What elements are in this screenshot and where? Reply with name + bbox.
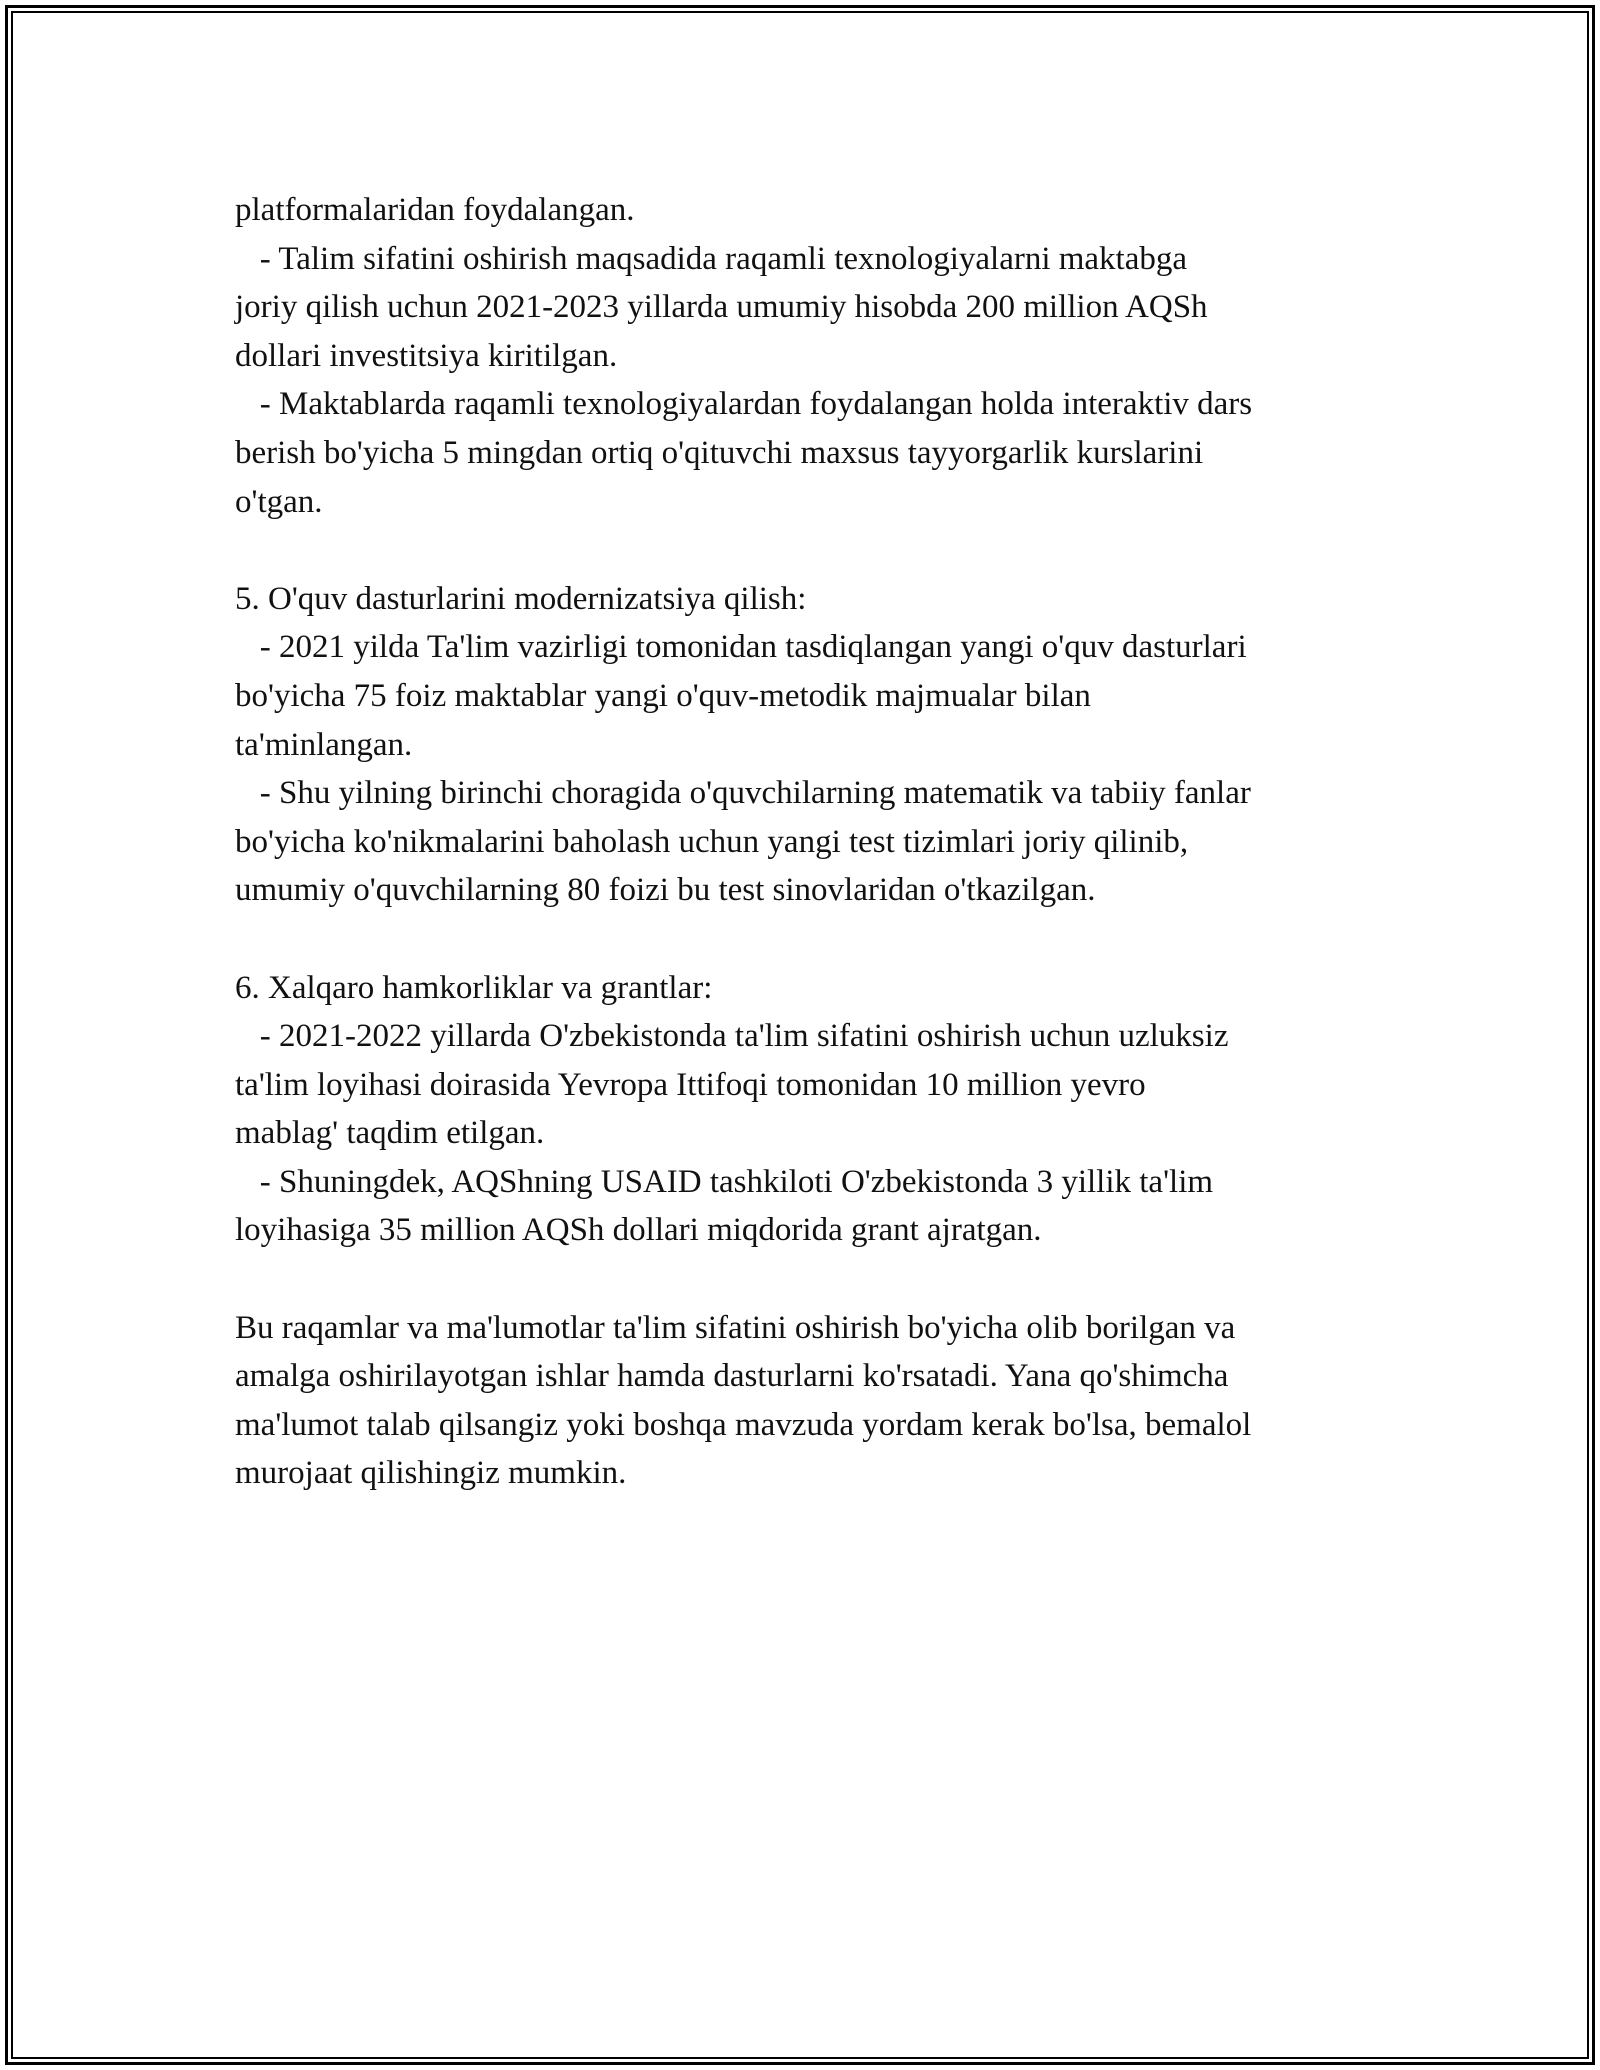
section-heading: 6. Xalqaro hamkorliklar va grantlar: <box>235 969 713 1006</box>
text-line: - 2021-2022 yillarda O'zbekistonda ta'lim sifatini oshirish uchun uzluksiz <box>235 1018 1229 1055</box>
section-heading: 5. O'quv dasturlarini modernizatsiya qilish: <box>235 580 807 617</box>
text-line: umumiy o'quvchilarning 80 foizi bu test sinovlaridan o'tkazilgan. <box>235 872 1096 909</box>
text-line: dollari investitsiya kiritilgan. <box>235 337 618 374</box>
text-line: amalga oshirilayotgan ishlar hamda dasturlarni ko'rsatadi. Yana qo'shimcha <box>235 1358 1229 1395</box>
text-line: mablag' taqdim etilgan. <box>235 1115 545 1152</box>
text-line: - Talim sifatini oshirish maqsadida raqamli texnologiyalarni maktabga <box>235 240 1188 277</box>
document-body <box>235 186 1385 1498</box>
text-line: o'tgan. <box>235 483 323 520</box>
text-line: joriy qilish uchun 2021-2023 yillarda umumiy hisobda 200 million AQSh <box>235 289 1208 326</box>
text-line: murojaat qilishingiz mumkin. <box>235 1455 627 1492</box>
text-line: - Shu yilning birinchi choragida o'quvchilarning matematik va tabiiy fanlar <box>235 775 1251 812</box>
text-line: bo'yicha 75 foiz maktablar yangi o'quv-metodik majmualar bilan <box>235 677 1091 714</box>
text-line: ta'minlangan. <box>235 726 413 763</box>
text-line: ta'lim loyihasi doirasida Yevropa Ittifoqi tomonidan 10 million yevro <box>235 1066 1146 1103</box>
paragraph-gap <box>235 526 1385 575</box>
text-line: platformalaridan foydalangan. <box>235 192 635 228</box>
text-line: ma'lumot talab qilsangiz yoki boshqa mavzuda yordam kerak bo'lsa, bemalol <box>235 1406 1252 1443</box>
text-line: berish bo'yicha 5 mingdan ortiq o'qituvchi maxsus tayyorgarlik kurslarini <box>235 434 1204 471</box>
text-line: loyihasiga 35 million AQSh dollari miqdorida grant ajratgan. <box>235 1212 1042 1249</box>
text-line: - Maktablarda raqamli texnologiyalardan foydalangan holda interaktiv dars <box>235 386 1253 423</box>
text-line: - Shuningdek, AQShning USAID tashkiloti O'zbekistonda 3 yillik ta'lim <box>235 1163 1214 1200</box>
paragraph-gap <box>235 1255 1385 1304</box>
paragraph-gap <box>235 915 1385 964</box>
text-line: bo'yicha ko'nikmalarini baholash uchun yangi test tizimlari joriy qilinib, <box>235 823 1189 860</box>
text-line: Bu raqamlar va ma'lumotlar ta'lim sifatini oshirish bo'yicha olib borilgan va <box>235 1309 1236 1346</box>
text-line: - 2021 yilda Ta'lim vazirligi tomonidan tasdiqlangan yangi o'quv dasturlari <box>235 629 1247 666</box>
